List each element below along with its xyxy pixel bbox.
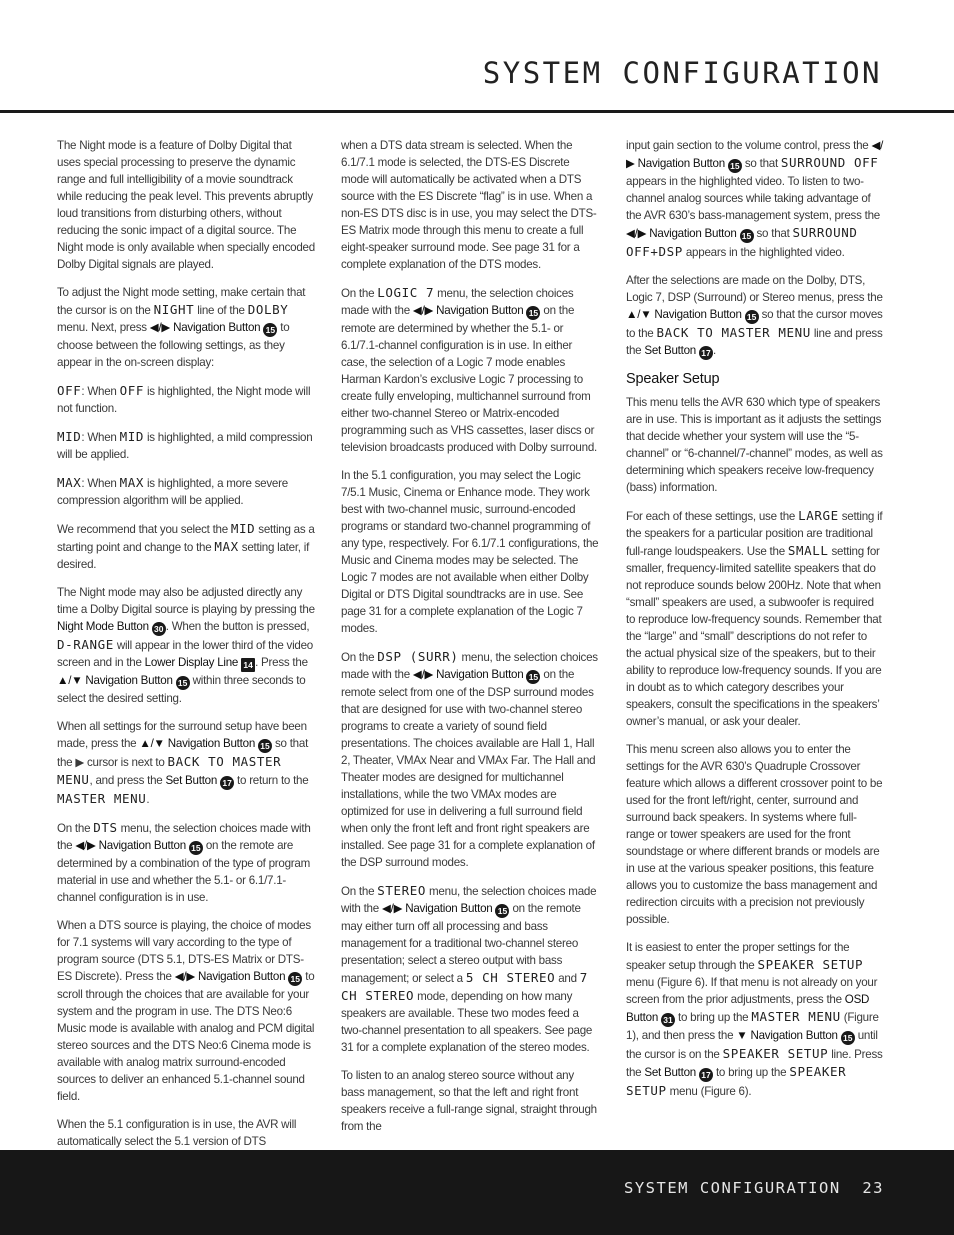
paragraph: The Night mode may also be adjusted directly any time a Dolby Digital source is playing by pressing the Night Mode Button 30 . When the button is pressed, D-RANGE will appear in the lower third of the video screen and in the Lower Display Line 14 . Press the ▲/▼ Navigation Button 15 within three seconds to select the desired setting. (57, 586, 315, 705)
callout-number-icon: 15 (263, 323, 277, 337)
callout-number-icon: 15 (495, 904, 509, 918)
osd-label: MASTER MENU (57, 791, 147, 806)
osd-label: MID (57, 429, 82, 444)
page-footer (0, 1150, 954, 1235)
paragraph: when a DTS data stream is selected. When the 6.1/7.1 mode is selected, the DTS-ES Discrete mode will automatically be activated when a DTS source with the ES Discrete “flag” is in use. When a non-ES DTS disc is in use, you may select the DTS-ES Matrix mode through this menu to create a full eight-speaker surround mode. See page 31 for a complete explanation of the DTS modes. (341, 139, 597, 271)
paragraph: On the STEREO menu, the selection choices made with the ◀/▶ Navigation Button 15 on the remote may either turn off all processing and bass management for a traditional two-channel stereo presentation; select a stereo output with bass management; or select a 5 CH STEREO and 7 CH STEREO mode, depending on how many speakers are available. These two modes feed a two-channel presentation to all speakers. See page 31 for a complete explanation of the stereo modes. (341, 883, 597, 1054)
paragraph: The Night mode is a feature of Dolby Digital that uses special processing to preserve the dynamic range and full intelligibility of a movie soundtrack while reducing the peak level. This prevents abruptly loud transitions from disturbing others, without reducing the sonic impact of a digital source. The Night mode is only available when specially encoded Dolby Digital signals are played. (57, 139, 315, 271)
osd-label: MID (230, 521, 256, 536)
osd-label: LARGE (798, 508, 839, 523)
section-heading: Speaker Setup (626, 371, 720, 387)
paragraph: This menu screen also allows you to enter the settings for the AVR 630’s Quadruple Crossover feature which allows a different crossover point to be used for the front left/right, center, surround and surround back speakers. In systems where full-range or tower speakers are used for the front soundstage or where different brands or models are in use at the various speaker positions, this feature allows you to customize the bass management and redirection circuits with a precision not previously possible. (626, 743, 883, 926)
callout-number-icon: 30 (152, 622, 166, 636)
control-name: ▼ Navigation Button (736, 1029, 838, 1042)
control-name: Set Button (165, 774, 218, 787)
control-name: ◀/▶ Navigation Button (626, 139, 884, 170)
callout-number-icon: 14 (241, 658, 255, 672)
paragraph: This menu tells the AVR 630 which type of speakers are in use. This is important as it adjusts the settings that decide whether your system will use the “5-channel” or “6-channel/7-channel” modes, as well as determining which speakers receive low-frequency (bass) information. (626, 396, 883, 494)
paragraph: On the LOGIC 7 menu, the selection choices made with the ◀/▶ Navigation Button 15 on the remote are determined by whether the 5.1- or 6.1/7.1-channel configuration is in use. In either case, the selection of a Logic 7 mode enables Harman Kardon’s exclusive Logic 7 processing to create fully enveloping, multichannel surround from either two-channel Stereo or Matrix-encoded programming such as VHS cassettes, laser discs or television broadcasts produced with Dolby surround. (341, 285, 597, 454)
text-column-2 (341, 137, 599, 1146)
callout-number-icon: 15 (526, 670, 540, 684)
osd-label: STEREO (377, 883, 427, 898)
osd-label: BACK TO MASTER MENU (57, 754, 282, 787)
header-rule (0, 110, 954, 113)
osd-label: 5 CH STEREO (465, 970, 556, 985)
osd-label: MID (119, 429, 144, 444)
paragraph: It is easiest to enter the proper settings for the speaker setup through the SPEAKER SETUP menu (Figure 6). If that menu is not already on your screen from the prior adjustments, press the OSD Button 31 to bring up the MASTER MENU (Figure 1), and then press the ▼ Navigation Button 15 until the cursor is on the SPEAKER SETUP line. Press the Set Button 17 to bring up the SPEAKER SETUP menu (Figure 6). (626, 941, 883, 1098)
paragraph: To listen to an analog stereo source without any bass management, so that the left and right front speakers receive a full-range signal, straight through from the (341, 1069, 597, 1133)
callout-number-icon: 15 (176, 676, 190, 690)
callout-number-icon: 15 (288, 972, 302, 986)
callout-number-icon: 15 (728, 159, 742, 173)
control-name: ◀/▶ Navigation Button (75, 839, 186, 852)
osd-label: MAX (119, 475, 144, 490)
osd-label: OFF (119, 383, 144, 398)
osd-label: NIGHT (153, 302, 195, 317)
osd-label: D-RANGE (57, 637, 114, 652)
osd-label: MASTER MENU (751, 1009, 841, 1024)
callout-number-icon: 31 (661, 1013, 675, 1027)
text-column-3 (626, 137, 884, 1111)
page-number: 23 (862, 1179, 884, 1197)
callout-number-icon: 15 (740, 229, 754, 243)
control-name: ▲/▼ Navigation Button (626, 308, 742, 321)
paragraph: To adjust the Night mode setting, make certain that the cursor is on the NIGHT line of the DOLBY menu. Next, press ◀/▶ Navigation Button 15 to choose between the following settings, as they appear in the on-screen display: (57, 286, 306, 369)
paragraph: For each of these settings, use the LARGE setting if the speakers for a particular position are traditional full-range loudspeakers. Use the SMALL setting for smaller, frequency-limited satellite speakers that do not reproduce sounds below 200Hz. Note that when “small” speakers are used, a subwoofer is required to reproduce low-frequency sounds. Remember that the “large” and “small” descriptions do not refer to the actual physical size of the speakers, but to their ability to reproduce low-frequency sounds. If you are in doubt as to which category describes your speakers, consult the specifications in the speakers’ owner’s manual, or ask your dealer. (626, 508, 883, 728)
callout-number-icon: 15 (258, 739, 272, 753)
text-column-1 (57, 137, 315, 1178)
paragraph: In the 5.1 configuration, you may select the Logic 7/5.1 Music, Cinema or Enhance mode. They work best with two-channel music, surround-encoded programs or standard two-channel programming of any type, respectively. For 6.1/7.1 configurations, the Music and Cinema modes may be selected. The Logic 7 modes are not available when either Dolby Digital or DTS Digital soundtracks are in use. See page 31 for a complete explanation of the Logic 7 modes. (341, 469, 599, 635)
callout-number-icon: 17 (699, 1068, 713, 1082)
callout-number-icon: 15 (841, 1031, 855, 1045)
osd-label: MAX (57, 475, 82, 490)
osd-label: SPEAKER SETUP (722, 1046, 829, 1061)
footer-label (624, 1179, 884, 1197)
control-name: ◀/▶ Navigation Button (412, 668, 524, 681)
paragraph: On the DTS menu, the selection choices made with the ◀/▶ Navigation Button 15 on the remote are determined by a combination of the type of program material in use and whether the 5.1- or 6.1/7.1-channel configuration is in use. (57, 820, 311, 904)
footer-section: SYSTEM CONFIGURATION (624, 1179, 841, 1197)
osd-label: SPEAKER SETUP (757, 957, 864, 972)
osd-label: SMALL (787, 543, 829, 558)
paragraph: MID: When MID is highlighted, a mild compression will be applied. (57, 429, 313, 461)
paragraph: When a DTS source is playing, the choice of modes for 7.1 systems will vary according to the type of program source (DTS 5.1, DTS-ES Matrix or DTS-ES Discrete). Press the ◀/▶ Navigation Button 15 to scroll through the choices that are available for your system and the program in use. The DTS Neo:6 Music mode is available with analog and PCM digital stereo sources and the DTS Neo:6 Cinema mode is available with analog matrix surround-encoded sources to deliver an enhanced 5.1-channel sound field. (57, 919, 315, 1103)
control-name: ◀/▶ Navigation Button (381, 902, 493, 915)
paragraph: input gain section to the volume control, press the ◀/▶ Navigation Button 15 so that SURROUND OFF appears in the highlighted video. To listen to two-channel analog sources while taking advantage of the AVR 630’s bass-management system, press the ◀/▶ Navigation Button 15 so that SURROUND OFF+DSP appears in the highlighted video. (626, 139, 884, 259)
osd-label: LOGIC 7 (377, 285, 435, 300)
control-name: OSD Button (626, 993, 870, 1024)
callout-number-icon: 15 (745, 310, 759, 324)
callout-number-icon: 17 (220, 776, 234, 790)
osd-label: DOLBY (247, 302, 289, 317)
page-title: SYSTEM CONFIGURATION (482, 56, 882, 90)
control-name: ◀/▶ Navigation Button (149, 321, 261, 334)
callout-number-icon: 15 (526, 306, 540, 320)
callout-number-icon: 17 (699, 346, 713, 360)
paragraph: We recommend that you select the MID setting as a starting point and change to the MAX setting later, if desired. (57, 521, 315, 571)
control-name: Set Button (644, 344, 696, 357)
osd-label: BACK TO MASTER MENU (656, 325, 811, 340)
osd-label: SURROUND OFF+DSP (626, 225, 858, 259)
control-name: Set Button (644, 1066, 696, 1079)
osd-label: DTS (93, 820, 118, 835)
callout-number-icon: 15 (189, 841, 203, 855)
osd-label: OFF (57, 383, 82, 398)
control-name: ◀/▶ Navigation Button (626, 227, 737, 240)
control-name: Night Mode Button (57, 620, 149, 633)
paragraph: MAX: When MAX is highlighted, a more severe compression algorithm will be applied. (57, 475, 288, 507)
osd-label: MAX (214, 539, 239, 554)
paragraph: On the DSP (SURR) menu, the selection choices made with the ◀/▶ Navigation Button 15 on the remote select from one of the DSP surround modes that are designed for use with two-channel stereo programs to create a variety of sound field presentations. The choices available are Hall 1, Hall 2, Theater, VMAx Near and VMAx Far. The Hall and Theater modes are designed for multichannel installations, while the two VMAx modes are optimized for use in delivering a full surround field when only the front left and front right speakers are installed. See page 31 for a complete explanation of the DSP surround modes. (341, 649, 598, 869)
osd-label: SPEAKER SETUP (626, 1064, 847, 1098)
paragraph: OFF: When OFF is highlighted, the Night mode will not function. (57, 383, 311, 415)
paragraph: When the 5.1 configuration is in use, the AVR will automatically select the 5.1 version of DTS (57, 1118, 297, 1148)
osd-label: SURROUND OFF (780, 155, 879, 170)
control-name: ▲/▼ Navigation Button (139, 737, 256, 750)
osd-label: DSP (SURR) (377, 649, 459, 664)
paragraph: After the selections are made on the Dolby, DTS, Logic 7, DSP (Surround) or Stereo menus, press the ▲/▼ Navigation Button 15 so that the cursor moves to the BACK TO MASTER MENU line and press the Set Button 17 . (626, 274, 883, 358)
control-name: ◀/▶ Navigation Button (174, 970, 286, 983)
control-name: ◀/▶ Navigation Button (412, 304, 524, 317)
control-name: ▲/▼ Navigation Button (57, 674, 173, 687)
control-name: Lower Display Line (144, 656, 239, 669)
osd-label: 7 CH STEREO (341, 970, 588, 1003)
paragraph: When all settings for the surround setup have been made, press the ▲/▼ Navigation Button 15 so that the ▶ cursor is next to BACK TO MASTER MENU, and press the Set Button 17 to return to the MASTER MENU. (57, 720, 309, 806)
